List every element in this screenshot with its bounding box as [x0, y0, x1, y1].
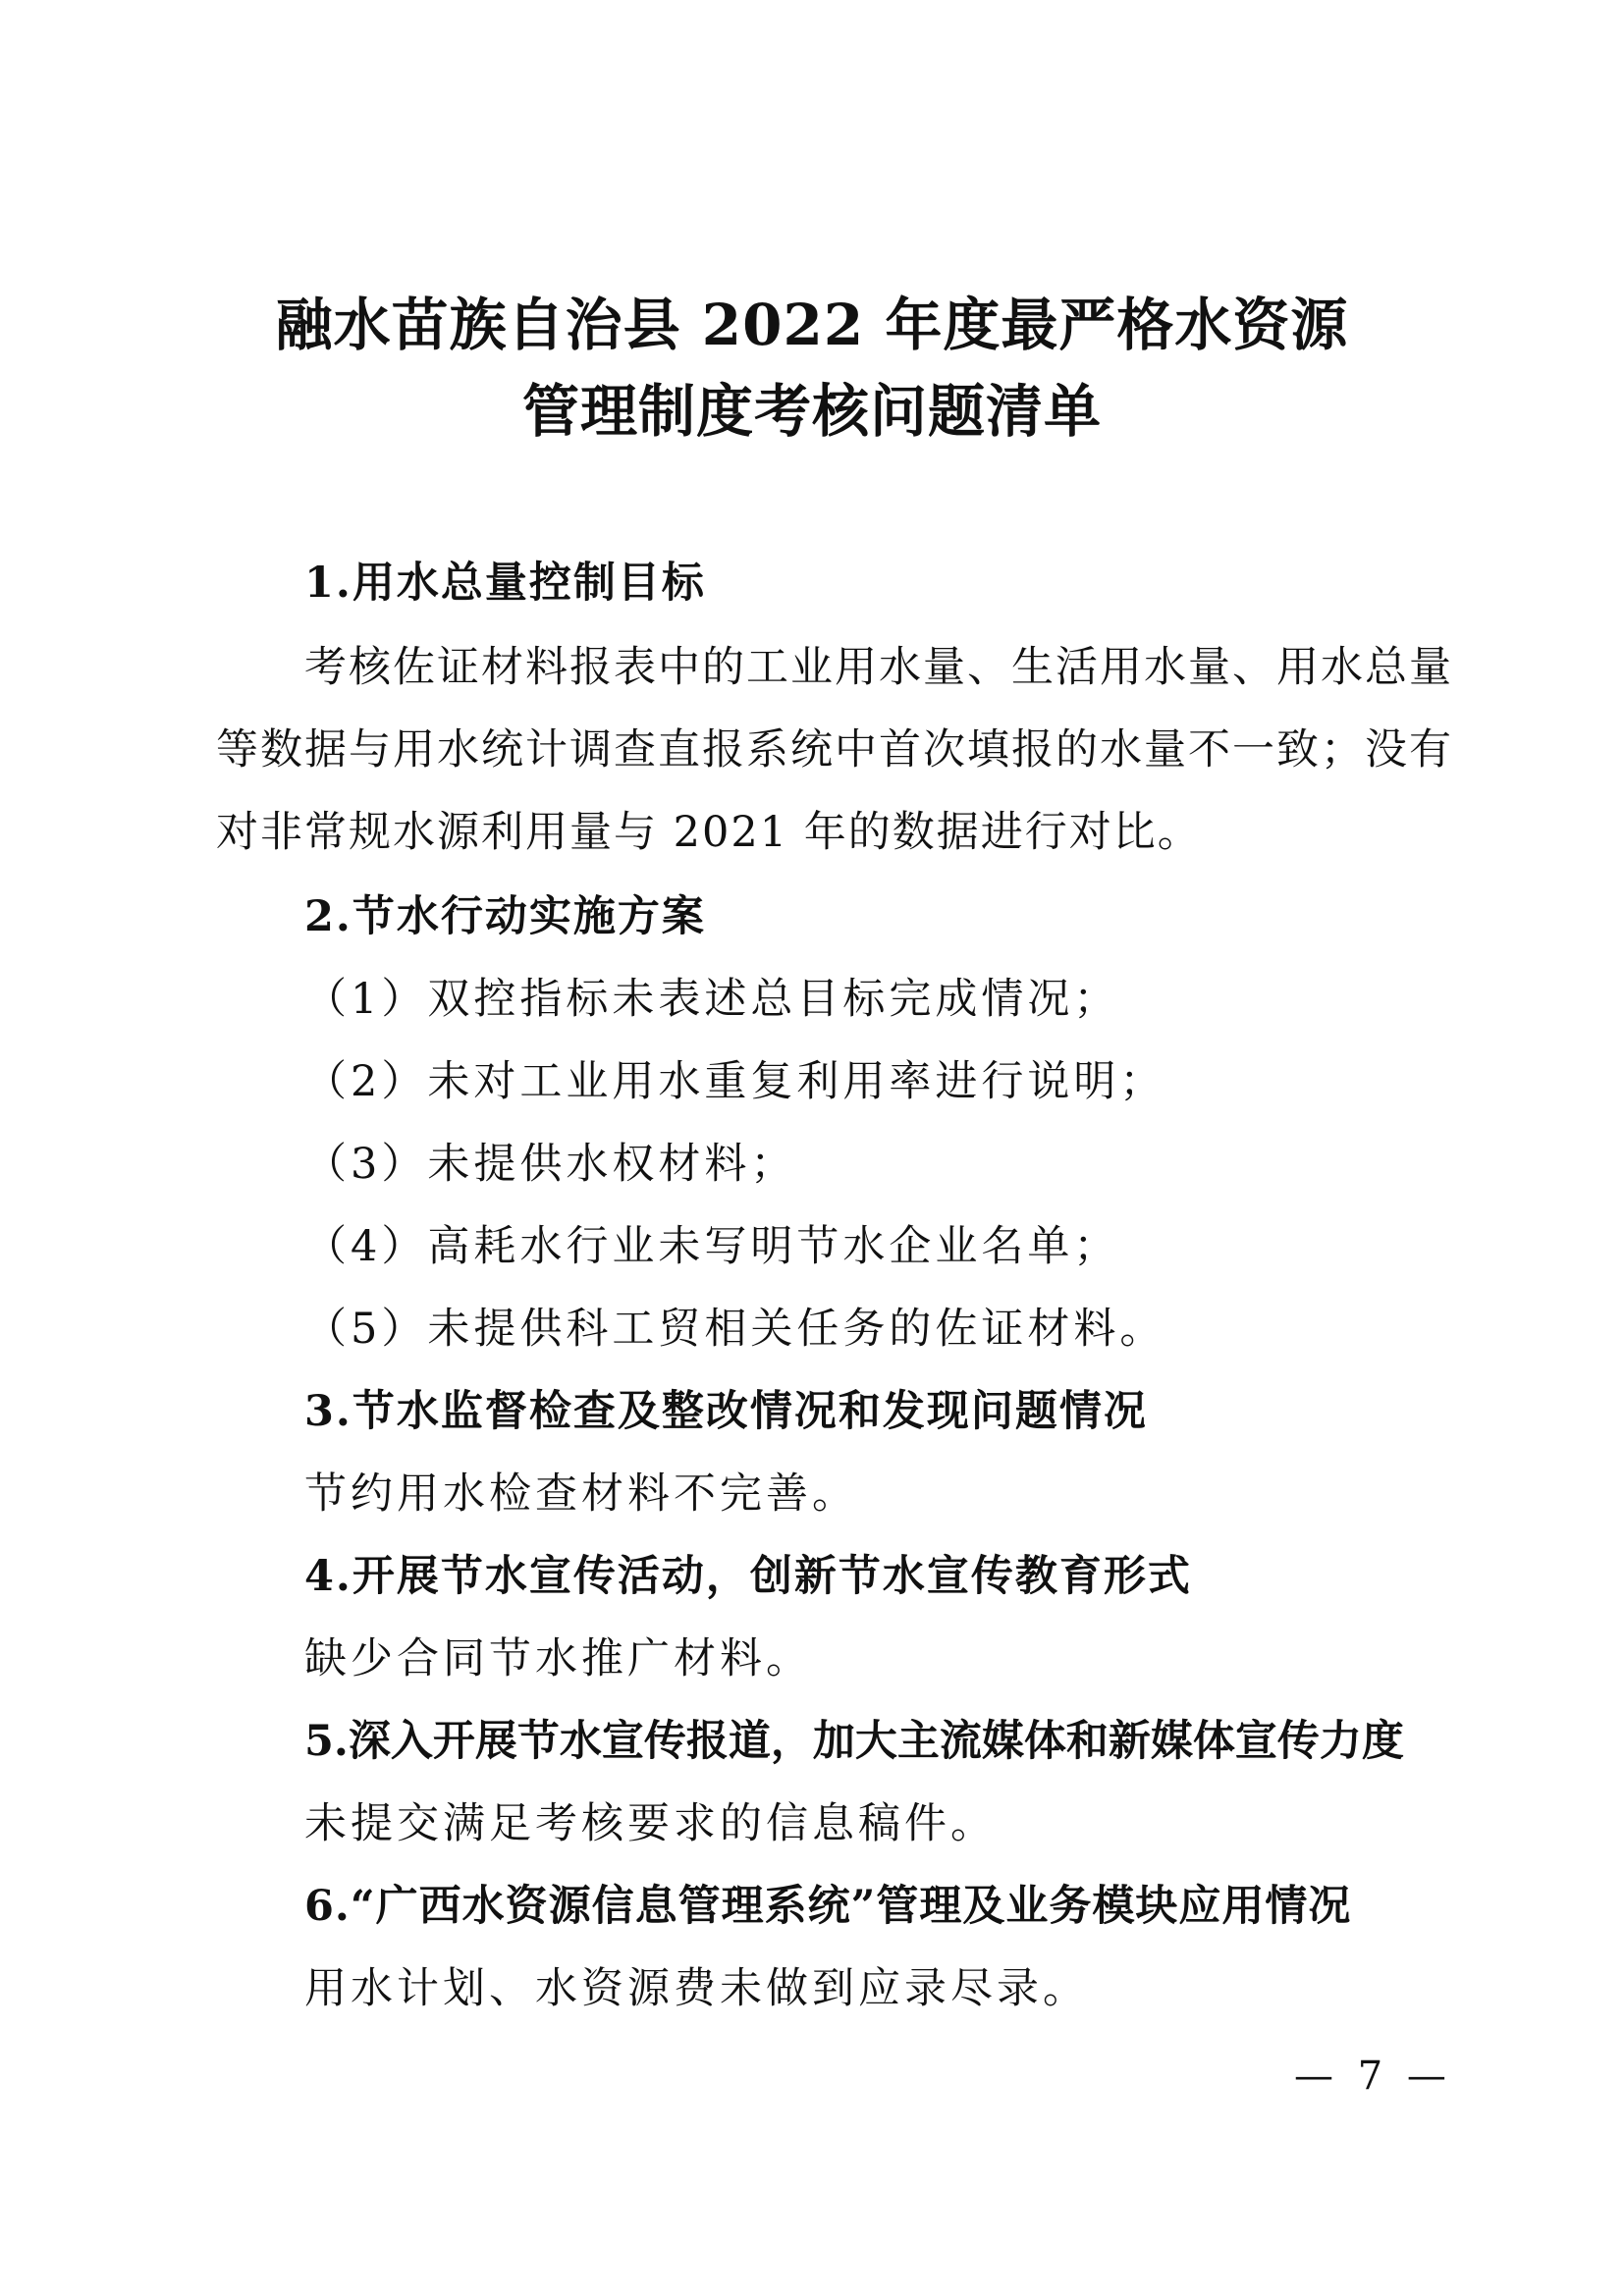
section-2-heading: 2.节水行动实施方案 [304, 892, 706, 941]
section-5-heading: 5.深入开展节水宣传报道，加大主流媒体和新媒体宣传力度 [304, 1717, 1404, 1766]
page-number: — 7 — [1294, 2054, 1452, 2099]
section-2-item-3: （3）未提供水权材料； [304, 1140, 797, 1189]
section-5-body: 未提交满足考核要求的信息稿件。 [304, 1799, 997, 1848]
section-3-heading: 3.节水监督检查及整改情况和发现问题情况 [304, 1387, 1148, 1436]
document-title-line-2: 管理制度考核问题清单 [521, 378, 1102, 445]
section-2-item-4: （4）高耗水行业未写明节水企业名单； [304, 1222, 1120, 1271]
section-4-body: 缺少合同节水推广材料。 [304, 1634, 812, 1683]
section-1-body-line-2: 等数据与用水统计调查直报系统中首次填报的水量不一致；没有 [216, 725, 1453, 774]
section-4-heading: 4.开展节水宣传活动，创新节水宣传教育形式 [304, 1552, 1192, 1601]
section-2-item-1: （1）双控指标未表述总目标完成情况； [304, 975, 1120, 1024]
section-2-item-2: （2）未对工业用水重复利用率进行说明； [304, 1057, 1166, 1106]
section-1-body-line-1: 考核佐证材料报表中的工业用水量、生活用水量、用水总量 [304, 643, 1453, 692]
section-6-body: 用水计划、水资源费未做到应录尽录。 [304, 1964, 1089, 2013]
document-title-line-1: 融水苗族自治县 2022 年度最严格水资源 [275, 292, 1349, 358]
section-6-heading: 6.“广西水资源信息管理系统”管理及业务模块应用情况 [304, 1882, 1352, 1931]
section-3-body: 节约用水检查材料不完善。 [304, 1469, 858, 1519]
section-1-body-line-3: 对非常规水源利用量与 2021 年的数据进行对比。 [216, 808, 1202, 857]
section-2-item-5: （5）未提供科工贸相关任务的佐证材料。 [304, 1305, 1166, 1354]
section-1-heading: 1.用水总量控制目标 [304, 559, 706, 608]
